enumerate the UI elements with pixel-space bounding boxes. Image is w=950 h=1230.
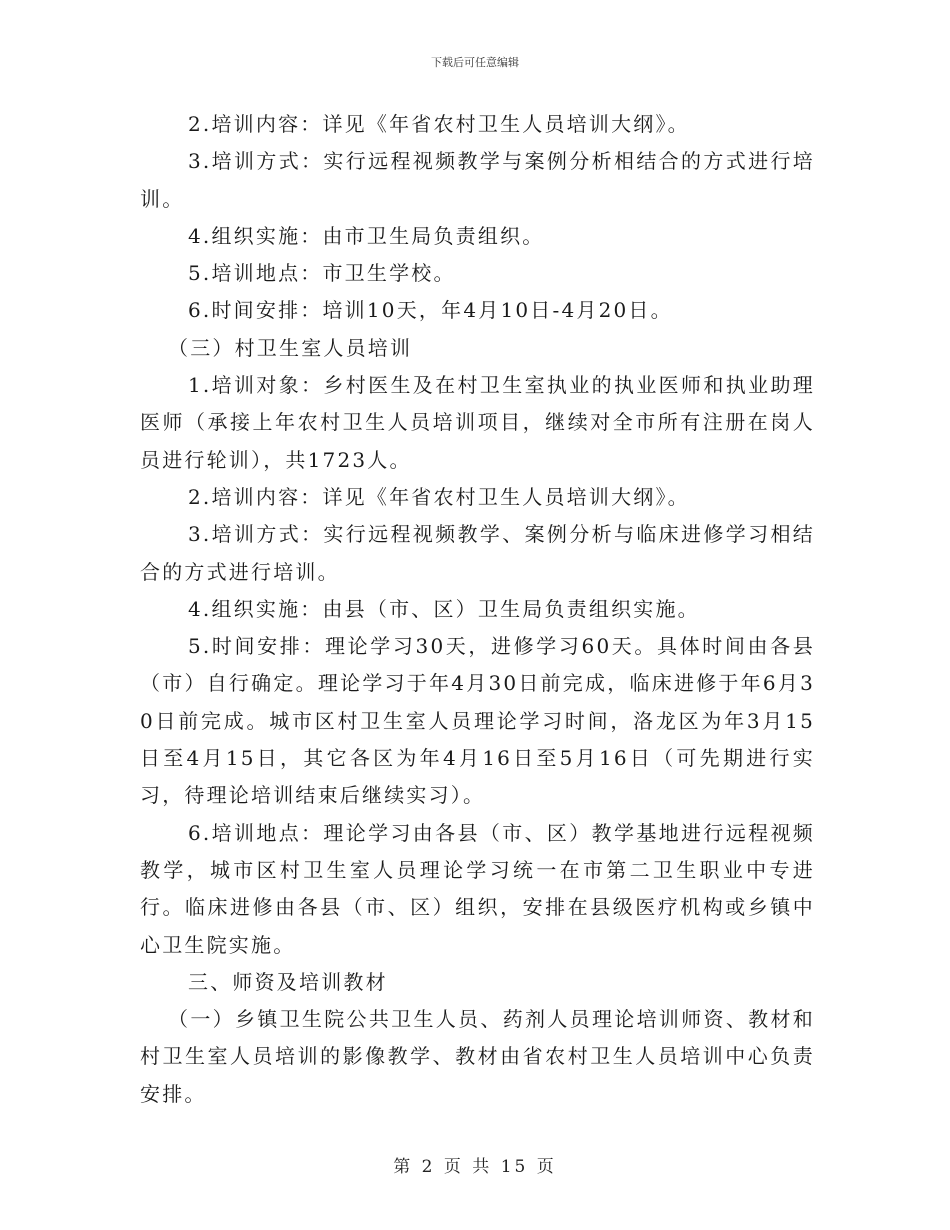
document-body (140, 106, 815, 1113)
paragraph-schedule: 6.时间安排：培训10天，年4月10日-4月20日。 (188, 298, 673, 323)
paragraph-schedule-2: 5.时间安排：理论学习30天，进修学习60天。具体时间由各县（市）自行确定。理论学习于年4月30日前完成，临床进修于年6月30日前完成。城市区村卫生室人员理论学习时间，洛龙区为年3月15日至4月15日，其它各区为年4月16日至5月16日（可先期进行实习，待理论培训结束后继续实习）。 (140, 634, 815, 808)
paragraph-training-content: 2.培训内容：详见《年省农村卫生人员培训大纲》。 (188, 112, 690, 136)
section-heading-village-clinic: （三）村卫生室人员培训 (168, 335, 413, 360)
paragraph-training-content-2: 2.培训内容：详见《年省农村卫生人员培训大纲》。 (188, 484, 690, 509)
section-heading-faculty: 三、师资及培训教材 (188, 969, 388, 994)
page-header: 下载后可任意编辑 (431, 56, 519, 69)
paragraph-training-target: 1.培训对象：乡村医生及在村卫生室执业的执业医师和执业助理医师（承接上年农村卫生人员培训项目，继续对全市所有注册在岗人员进行轮训），共1723人。 (140, 373, 815, 472)
paragraph-training-location: 5.培训地点：市卫生学校。 (188, 261, 456, 286)
paragraph-training-method: 3.培训方式：实行远程视频教学与案例分析相结合的方式进行培训。 (140, 149, 815, 211)
paragraph-faculty-materials: （一）乡镇卫生院公共卫生人员、药剂人员理论培训师资、教材和村卫生室人员培训的影像教学、教材由省农村卫生人员培训中心负责安排。 (140, 1007, 815, 1106)
paragraph-training-location-2: 6.培训地点：理论学习由各县（市、区）教学基地进行远程视频教学，城市区村卫生室人员理论学习统一在市第二卫生职业中专进行。临床进修由各县（市、区）组织，安排在县级医疗机构或乡镇中心卫生院实施。 (140, 820, 815, 957)
page-footer: 第 2 页 共 15 页 (393, 1157, 557, 1177)
paragraph-organization: 4.组织实施：由市卫生局负责组织。 (188, 223, 545, 248)
paragraph-training-method-2: 3.培训方式：实行远程视频教学、案例分析与临床进修学习相结合的方式进行培训。 (140, 522, 815, 584)
paragraph-organization-2: 4.组织实施：由县（市、区）卫生局负责组织实施。 (188, 596, 700, 621)
